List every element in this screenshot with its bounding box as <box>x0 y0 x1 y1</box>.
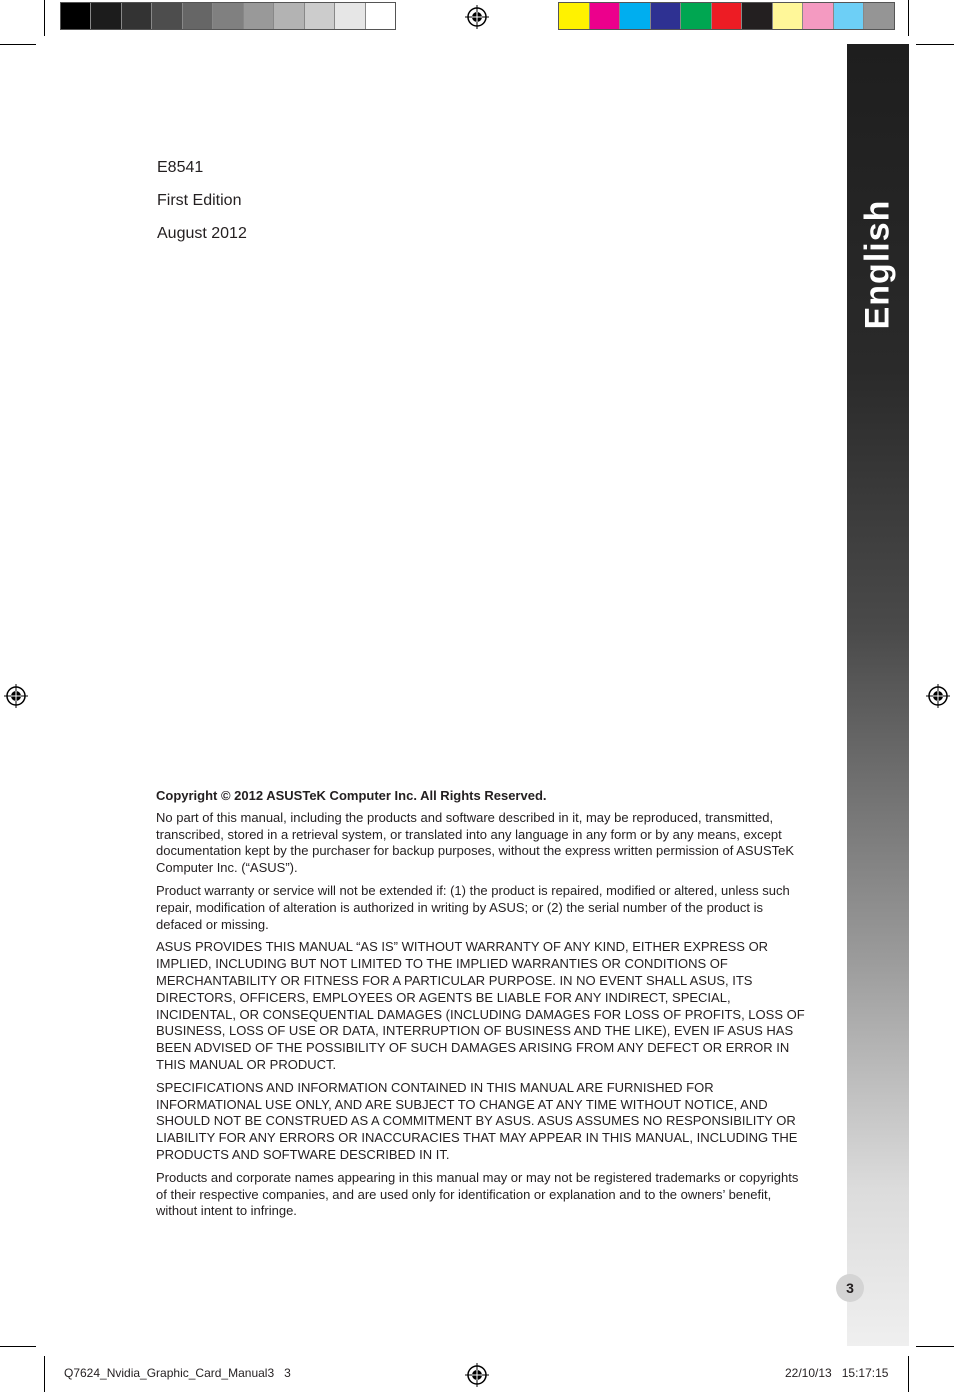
color-swatch <box>559 3 590 29</box>
crop-mark <box>44 0 45 36</box>
language-tab-label: English <box>858 199 897 329</box>
crop-mark <box>908 0 909 36</box>
color-swatch <box>712 3 743 29</box>
legal-paragraph: SPECIFICATIONS AND INFORMATION CONTAINED IN THIS MANUAL ARE FURNISHED FOR INFORMATIONAL USE ONLY, AND ARE SUBJECT TO CHANGE AT ANY TIME WITHOUT NOTICE, AND SHOULD NOT BE CONSTRUED AS A COMMITMENT BY ASUS. ASUS ASSUMES NO RESPONSIBILITY OR LIABILITY FOR ANY ERRORS OR INACCURACIES THAT MAY APPEAR IN THIS MANUAL, INCLUDING THE PRODUCTS AND SOFTWARE DESCRIBED IN IT. <box>156 1079 798 1162</box>
legal-paragraph: Product warranty or service will not be extended if: (1) the product is repaired, modified or altered, unless such repair, modification of alteration is authorized in writing by ASUS; or (2) the serial number of the product is defaced or missing. <box>156 882 790 932</box>
color-swatch <box>91 3 121 29</box>
footer-file-name <box>64 1366 291 1380</box>
color-swatch <box>742 3 773 29</box>
color-swatch <box>590 3 621 29</box>
color-swatch <box>335 3 365 29</box>
color-swatch <box>152 3 182 29</box>
document-code: E8541 <box>157 159 204 176</box>
color-swatch <box>864 3 894 29</box>
page-number: 3 <box>836 1274 864 1302</box>
footer-timestamp <box>785 1366 888 1380</box>
copyright-heading: Copyright © 2012 ASUSTeK Computer Inc. All Rights Reserved. <box>156 788 547 803</box>
color-swatch <box>61 3 91 29</box>
legal-paragraph: No part of this manual, including the products and software described in it, may be reproduced, transmitted, transcribed, stored in a retrieval system, or translated into any language in any form or by any means, except documentation kept by the purchaser for backup purposes, without the express written permission of ASUSTeK Computer Inc. (“ASUS”). <box>156 809 795 876</box>
process-color-bar <box>558 2 895 30</box>
color-swatch <box>244 3 274 29</box>
footer-time: 15:17:15 <box>841 1366 889 1380</box>
grayscale-color-bar <box>60 2 396 30</box>
language-tab-label-box <box>847 199 909 329</box>
color-swatch <box>122 3 152 29</box>
crop-mark <box>916 44 954 45</box>
color-swatch <box>305 3 335 29</box>
legal-paragraph: Products and corporate names appearing in this manual may or may not be registered trademarks or copyrights of their respective companies, and are used only for identification or explanation and to the owners’ benefit, without intent to infringe. <box>156 1169 799 1219</box>
footer-file: Q7624_Nvidia_Graphic_Card_Manual3 <box>64 1366 275 1380</box>
crop-mark <box>916 1346 954 1347</box>
registration-mark-icon <box>4 684 28 708</box>
footer-date: 22/10/13 <box>785 1366 832 1380</box>
legal-paragraph: ASUS PROVIDES THIS MANUAL “AS IS” WITHOUT WARRANTY OF ANY KIND, EITHER EXPRESS OR IMPLIED, INCLUDING BUT NOT LIMITED TO THE IMPLIED WARRANTIES OR CONDITIONS OF MERCHANTABILITY OR FITNESS FOR A PARTICULAR PURPOSE. IN NO EVENT SHALL ASUS, ITS DIRECTORS, OFFICERS, EMPLOYEES OR AGENTS BE LIABLE FOR ANY INDIRECT, SPECIAL, INCIDENTAL, OR CONSEQUENTIAL DAMAGES (INCLUDING DAMAGES FOR LOSS OF PROFITS, LOSS OF BUSINESS, LOSS OF USE OR DATA, INTERRUPTION OF BUSINESS AND THE LIKE), EVEN IF ASUS HAS BEEN ADVISED OF THE POSSIBILITY OF SUCH DAMAGES ARISING FROM ANY DEFECT OR ERROR IN THIS MANUAL OR PRODUCT. <box>156 939 805 1072</box>
document-date: August 2012 <box>157 225 247 242</box>
color-swatch <box>651 3 682 29</box>
crop-mark <box>0 44 36 45</box>
registration-mark-icon <box>465 1363 489 1387</box>
color-swatch <box>213 3 243 29</box>
registration-mark-icon <box>465 5 489 29</box>
color-swatch <box>681 3 712 29</box>
registration-mark-icon <box>926 684 950 708</box>
document-edition: First Edition <box>157 192 242 209</box>
color-swatch <box>620 3 651 29</box>
color-swatch <box>773 3 804 29</box>
legal-notice <box>156 788 806 1226</box>
color-swatch <box>803 3 834 29</box>
color-swatch <box>366 3 395 29</box>
crop-mark <box>0 1346 36 1347</box>
color-swatch <box>834 3 865 29</box>
color-swatch <box>274 3 304 29</box>
crop-mark <box>44 1356 45 1392</box>
color-swatch <box>183 3 213 29</box>
crop-mark <box>908 1356 909 1392</box>
footer-file-page: 3 <box>284 1366 291 1380</box>
